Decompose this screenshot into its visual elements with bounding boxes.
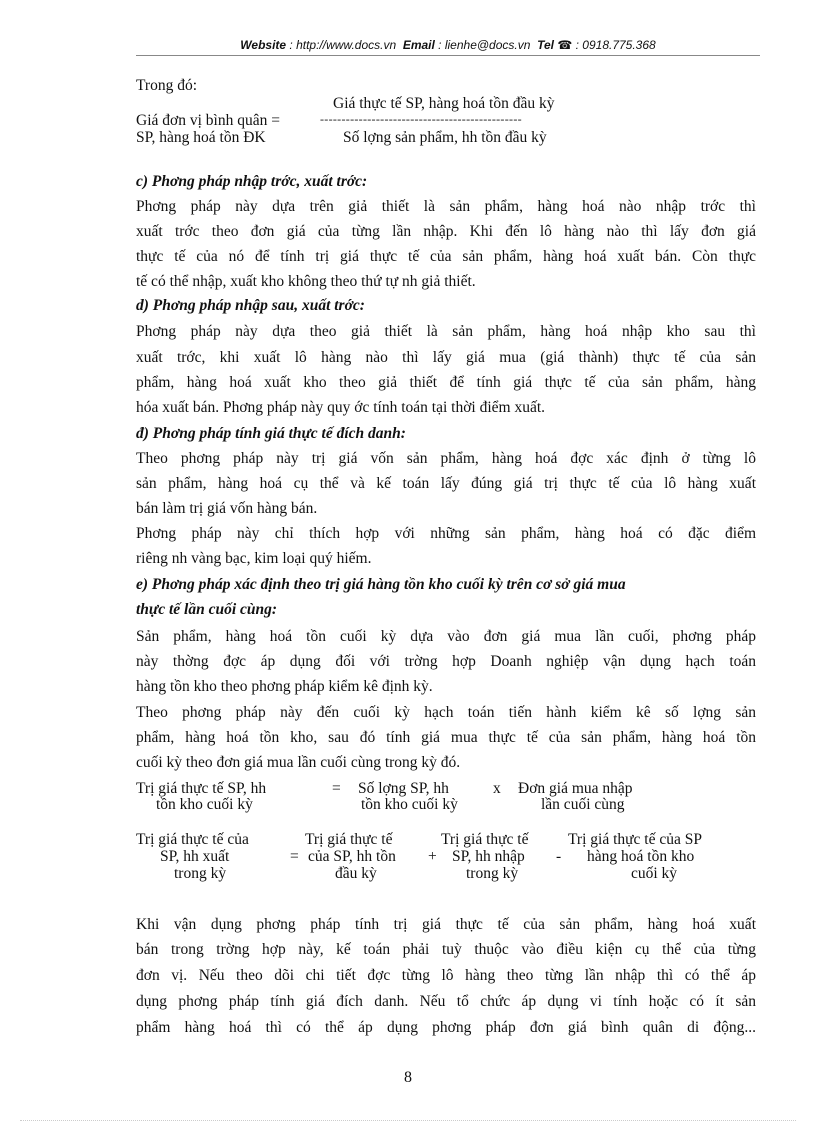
page-header — [136, 38, 760, 52]
formula3-term-b: Trị giá thực tế — [305, 831, 393, 848]
section-e-heading: e) Phơng pháp xác định theo trị giá hàng tồn kho cuối kỳ trên cơ sở giá mua — [136, 576, 626, 593]
section-dd-line: riêng nh vàng bạc, kim loại quý hiếm. — [136, 550, 372, 567]
closing-line: dụng phơng pháp tính giá đích danh. Nếu tổ chức áp dụng vi tính hoặc có ít sản — [136, 993, 756, 1010]
section-dd-line: sản phẩm, hàng hoá cụ thể và kế toán lấy đúng giá trị thực tế của lô hàng xuất — [136, 475, 756, 492]
formula3-term-b: của SP, hh tồn — [308, 848, 396, 865]
formula3-term-a: Trị giá thực tế của — [136, 831, 249, 848]
header-divider — [136, 55, 760, 56]
section-dd-heading: đ) Phơng pháp tính giá thực tế đích danh: — [136, 425, 406, 442]
section-e-line: này thờng đợc áp dụng đối với trờng hợp Doanh nghiệp vận dụng hạch toán — [136, 653, 756, 670]
section-e-line: hàng tồn kho theo phơng pháp kiểm kê định kỳ. — [136, 678, 433, 695]
formula-intro: Trong đó: — [136, 77, 198, 94]
section-c-heading: c) Phơng pháp nhập trớc, xuất trớc: — [136, 173, 368, 190]
section-d-line: Phơng pháp này dựa theo giả thiết là sản phẩm, hàng hoá nhập kho sau thì — [136, 323, 756, 340]
closing-line: bán trong trờng hợp này, kế toán phải tuỳ thuộc vào điều kiện cụ thể của từng — [136, 941, 756, 958]
section-e-line: Sản phẩm, hàng hoá tồn cuối kỳ dựa vào đơn giá mua lần cuối, phơng pháp — [136, 628, 756, 645]
formula-label-line1: Giá đơn vị bình quân = — [136, 112, 280, 129]
section-dd-line: Phơng pháp này chỉ thích hợp với những sản phẩm, hàng hoá có đặc điểm — [136, 525, 756, 542]
section-d-heading: d) Phơng pháp nhập sau, xuất trớc: — [136, 297, 365, 314]
closing-line: phẩm hàng hoá thì có thể áp dụng phơng pháp đơn giá bình quân di động... — [136, 1019, 756, 1036]
formula-fraction-line: ----------------------------------------------- — [320, 112, 522, 126]
formula3-term-b: đầu kỳ — [335, 865, 377, 882]
email-label: Email — [402, 38, 435, 52]
section-c-line: xuất trớc theo đơn giá của từng lần nhập. Khi đến lô hàng nào thì lấy đơn giá — [136, 223, 756, 240]
formula2-term-c: Đơn giá mua nhập — [518, 780, 633, 797]
section-e-line: phẩm, hàng hoá tồn kho, sau đó tính giá mua thực tế của sản phẩm, hàng hoá tồn — [136, 729, 756, 746]
formula3-term-d: Trị giá thực tế của SP — [568, 831, 702, 848]
closing-line: đơn vị. Nếu theo dõi chi tiết đợc từng lô hàng theo từng lần nhập thì có thể áp — [136, 967, 756, 984]
phone-icon: ☎ — [557, 38, 573, 52]
website-label: Website — [240, 38, 287, 52]
tel-value: : 0918.775.368 — [575, 38, 656, 52]
formula3-term-c: Trị giá thực tế — [441, 831, 529, 848]
formula3-plus: + — [428, 848, 437, 865]
formula3-equals: = — [290, 848, 299, 865]
formula2-term-b: Số lợng SP, hh — [358, 780, 449, 797]
formula3-term-d: cuối kỳ — [631, 865, 678, 882]
website-value[interactable]: : http://www.docs.vn — [289, 38, 397, 52]
section-dd-line: Theo phơng pháp này trị giá vốn sản phẩm, hàng hoá đợc xác định ở từng lô — [136, 450, 756, 467]
section-e-heading-cont: thực tế lần cuối cùng: — [136, 601, 278, 618]
formula3-minus: - — [556, 848, 562, 865]
formula-denominator: Số lợng sản phẩm, hh tồn đầu kỳ — [343, 129, 547, 146]
formula2-term-a: tồn kho cuối kỳ — [156, 796, 253, 813]
tel-label: Tel — [537, 38, 554, 52]
section-d-line: hóa xuất bán. Phơng pháp này quy ớc tính toán tại thời điểm xuất. — [136, 399, 546, 416]
section-e-line: cuối kỳ theo đơn giá mua lần cuối cùng trong kỳ đó. — [136, 754, 461, 771]
formula2-term-a: Trị giá thực tế SP, hh — [136, 780, 267, 797]
formula3-term-a: trong kỳ — [174, 865, 227, 882]
section-d-line: phẩm, hàng hoá xuất kho theo giả thiết để tính giá thực tế của sản phẩm, hàng — [136, 374, 756, 391]
formula-label-line2: SP, hàng hoá tồn ĐK — [136, 129, 266, 146]
section-c-line: Phơng pháp này dựa trên giả thiết là sản phẩm, hàng hoá nào nhập trớc thì — [136, 198, 756, 215]
section-dd-line: bán làm trị giá vốn hàng bán. — [136, 500, 318, 517]
section-c-line: tế có thể nhập, xuất kho không theo thứ tự nh giả thiết. — [136, 273, 476, 290]
email-value[interactable]: : lienhe@docs.vn — [438, 38, 531, 52]
footer-divider — [20, 1120, 796, 1121]
section-e-line: Theo phơng pháp này đến cuối kỳ hạch toán tiến hành kiểm kê số lợng sản — [136, 704, 756, 721]
formula2-equals: = — [332, 780, 341, 797]
section-d-line: xuất trớc, khi xuất lô hàng nào thì lấy giá mua (giá thành) thực tế của sản — [136, 349, 756, 366]
formula3-term-d: hàng hoá tồn kho — [587, 848, 695, 865]
formula3-term-a: SP, hh xuất — [160, 848, 230, 865]
formula3-term-c: SP, hh nhập — [452, 848, 525, 865]
formula2-term-b: tồn kho cuối kỳ — [361, 796, 458, 813]
section-c-line: thực tế của nó để tính trị giá thực tế của sản phẩm, hàng hoá xuất bán. Còn thực — [136, 248, 756, 265]
formula3-term-c: trong kỳ — [466, 865, 519, 882]
closing-line: Khi vận dụng phơng pháp tính trị giá thực tế của sản phẩm, hàng hoá xuất — [136, 916, 756, 933]
page-number: 8 — [404, 1069, 412, 1086]
formula-numerator: Giá thực tế SP, hàng hoá tồn đầu kỳ — [333, 95, 555, 112]
formula2-term-c: lần cuối cùng — [541, 796, 625, 813]
formula2-times: x — [493, 780, 501, 797]
